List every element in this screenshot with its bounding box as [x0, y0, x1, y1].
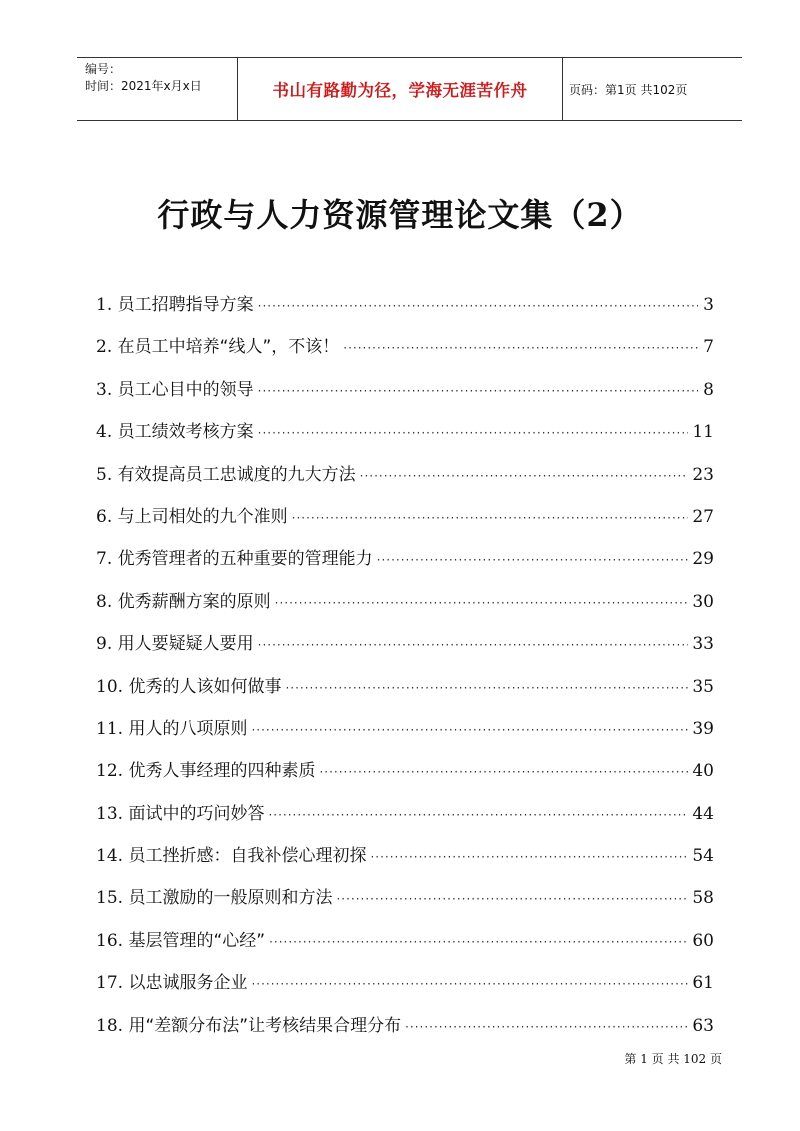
toc-entry-title	[96, 755, 315, 787]
toc-leader-dots	[405, 1011, 688, 1043]
header-page-info: 页码：第1页 共102页	[569, 82, 688, 97]
toc-leader-dots	[258, 290, 698, 322]
toc-entry-label: 用“差额分布法”让考核结果合理分布	[128, 1015, 402, 1036]
toc-entry-page: 33	[692, 634, 714, 655]
page-footer: 第 1 页 共 102 页	[624, 1052, 722, 1066]
toc-entry-number: 18.	[96, 1015, 124, 1036]
toc-entry-title	[96, 628, 254, 660]
toc-entry-number: 4.	[96, 422, 113, 443]
toc-entry[interactable]	[96, 840, 714, 882]
toc-entry-title	[96, 925, 265, 957]
toc-entry-page: 27	[692, 506, 714, 527]
toc-entry-page: 60	[692, 930, 714, 951]
toc-entry-page: 63	[692, 1015, 714, 1036]
toc-entry-number: 12.	[96, 761, 124, 782]
toc-leader-dots	[370, 841, 688, 873]
toc-entry-title	[96, 1010, 401, 1042]
toc-leader-dots	[251, 714, 688, 746]
document-number-label: 编号：	[85, 62, 122, 76]
toc-entry-page: 61	[692, 973, 714, 994]
toc-entry[interactable]	[96, 331, 714, 373]
toc-entry-page: 54	[692, 846, 714, 867]
toc-entry-page: 39	[692, 718, 714, 739]
toc-leader-dots	[268, 799, 688, 831]
toc-entry-page: 35	[692, 676, 714, 697]
toc-entry-label: 员工激励的一般原则和方法	[128, 888, 333, 909]
toc-entry-label: 用人要疑疑人要用	[117, 634, 254, 655]
toc-leader-dots	[258, 629, 689, 661]
toc-entry-label: 员工挫折感：自我补偿心理初探	[128, 846, 367, 867]
toc-entry-label: 优秀管理者的五种重要的管理能力	[117, 549, 373, 570]
toc-entry[interactable]	[96, 543, 714, 585]
toc-entry[interactable]	[96, 882, 714, 924]
table-of-contents	[96, 289, 714, 1052]
toc-entry-title	[96, 501, 288, 533]
toc-leader-dots	[258, 375, 698, 407]
toc-entry-title	[96, 882, 332, 914]
toc-entry-page: 58	[692, 888, 714, 909]
toc-leader-dots	[258, 417, 689, 449]
toc-entry-title	[96, 459, 356, 491]
toc-entry-title	[96, 671, 281, 703]
toc-entry-label: 员工心目中的领导	[117, 379, 254, 400]
toc-entry-label: 有效提高员工忠诚度的九大方法	[117, 464, 356, 485]
toc-entry-number: 6.	[96, 506, 113, 527]
toc-entry-title	[96, 416, 254, 448]
toc-entry-title	[96, 289, 254, 321]
toc-entry[interactable]	[96, 925, 714, 967]
toc-entry[interactable]	[96, 755, 714, 797]
toc-entry-page: 11	[692, 422, 714, 443]
toc-entry-label: 在员工中培养“线人”，不该！	[117, 337, 340, 358]
toc-entry-number: 14.	[96, 846, 124, 867]
header-meta	[77, 58, 238, 120]
toc-entry[interactable]	[96, 1010, 714, 1052]
toc-entry[interactable]	[96, 628, 714, 670]
toc-leader-dots	[360, 460, 689, 492]
toc-entry[interactable]	[96, 459, 714, 501]
toc-entry-title	[96, 374, 254, 406]
toc-entry-label: 基层管理的“心经”	[128, 930, 266, 951]
toc-entry-label: 用人的八项原则	[128, 718, 248, 739]
toc-entry[interactable]	[96, 416, 714, 458]
document-title: 行政与人力资源管理论文集（2）	[157, 196, 643, 234]
toc-entry-title	[96, 543, 373, 575]
toc-leader-dots	[292, 502, 689, 534]
toc-leader-dots	[269, 926, 688, 958]
toc-leader-dots	[343, 332, 698, 364]
toc-entry-page: 7	[703, 337, 714, 358]
toc-entry[interactable]	[96, 967, 714, 1009]
toc-entry-number: 5.	[96, 464, 113, 485]
toc-entry-number: 3.	[96, 379, 113, 400]
toc-entry-label: 优秀人事经理的四种素质	[128, 761, 316, 782]
toc-entry-label: 以忠诚服务企业	[128, 973, 248, 994]
document-header	[77, 57, 742, 121]
toc-entry-number: 7.	[96, 549, 113, 570]
toc-entry-title	[96, 586, 271, 618]
toc-leader-dots	[319, 756, 688, 788]
toc-entry[interactable]	[96, 501, 714, 543]
toc-entry[interactable]	[96, 586, 714, 628]
document-date-label: 时间：2021年x月x日	[85, 79, 202, 93]
toc-entry-number: 17.	[96, 973, 124, 994]
toc-leader-dots	[251, 968, 688, 1000]
toc-entry-title	[96, 713, 247, 745]
toc-entry-label: 优秀薪酬方案的原则	[117, 591, 271, 612]
toc-entry-label: 员工绩效考核方案	[117, 422, 254, 443]
toc-leader-dots	[377, 544, 689, 576]
toc-entry-label: 优秀的人该如何做事	[128, 676, 282, 697]
toc-entry-number: 8.	[96, 591, 113, 612]
toc-entry-page: 44	[692, 803, 714, 824]
toc-entry-number: 1.	[96, 295, 113, 315]
toc-entry-number: 2.	[96, 337, 113, 358]
toc-entry-number: 11.	[96, 718, 124, 739]
toc-entry-title	[96, 331, 339, 363]
toc-entry-label: 与上司相处的九个准则	[117, 506, 288, 527]
toc-leader-dots	[275, 587, 689, 619]
toc-entry-title	[96, 840, 366, 872]
toc-entry-number: 15.	[96, 888, 124, 909]
toc-entry[interactable]	[96, 374, 714, 416]
toc-entry-number: 10.	[96, 676, 124, 697]
toc-entry-page: 40	[692, 761, 714, 782]
toc-entry[interactable]	[96, 713, 714, 755]
toc-entry-page: 3	[703, 295, 714, 315]
header-motto: 书山有路勤为径，学海无涯苦作舟	[238, 58, 563, 120]
toc-entry-page: 30	[692, 591, 714, 612]
toc-leader-dots	[336, 883, 688, 915]
toc-entry-title	[96, 967, 247, 999]
toc-leader-dots	[285, 672, 688, 704]
toc-entry[interactable]	[96, 289, 714, 331]
toc-entry[interactable]	[96, 798, 714, 840]
toc-entry-page: 8	[703, 379, 714, 400]
toc-entry-number: 13.	[96, 803, 124, 824]
toc-entry[interactable]	[96, 671, 714, 713]
toc-entry-page: 29	[692, 549, 714, 570]
toc-entry-title	[96, 798, 264, 830]
toc-entry-page: 23	[692, 464, 714, 485]
toc-entry-number: 16.	[96, 930, 124, 951]
toc-entry-number: 9.	[96, 634, 113, 655]
toc-entry-label: 员工招聘指导方案	[117, 295, 254, 315]
toc-entry-label: 面试中的巧问妙答	[128, 803, 265, 824]
